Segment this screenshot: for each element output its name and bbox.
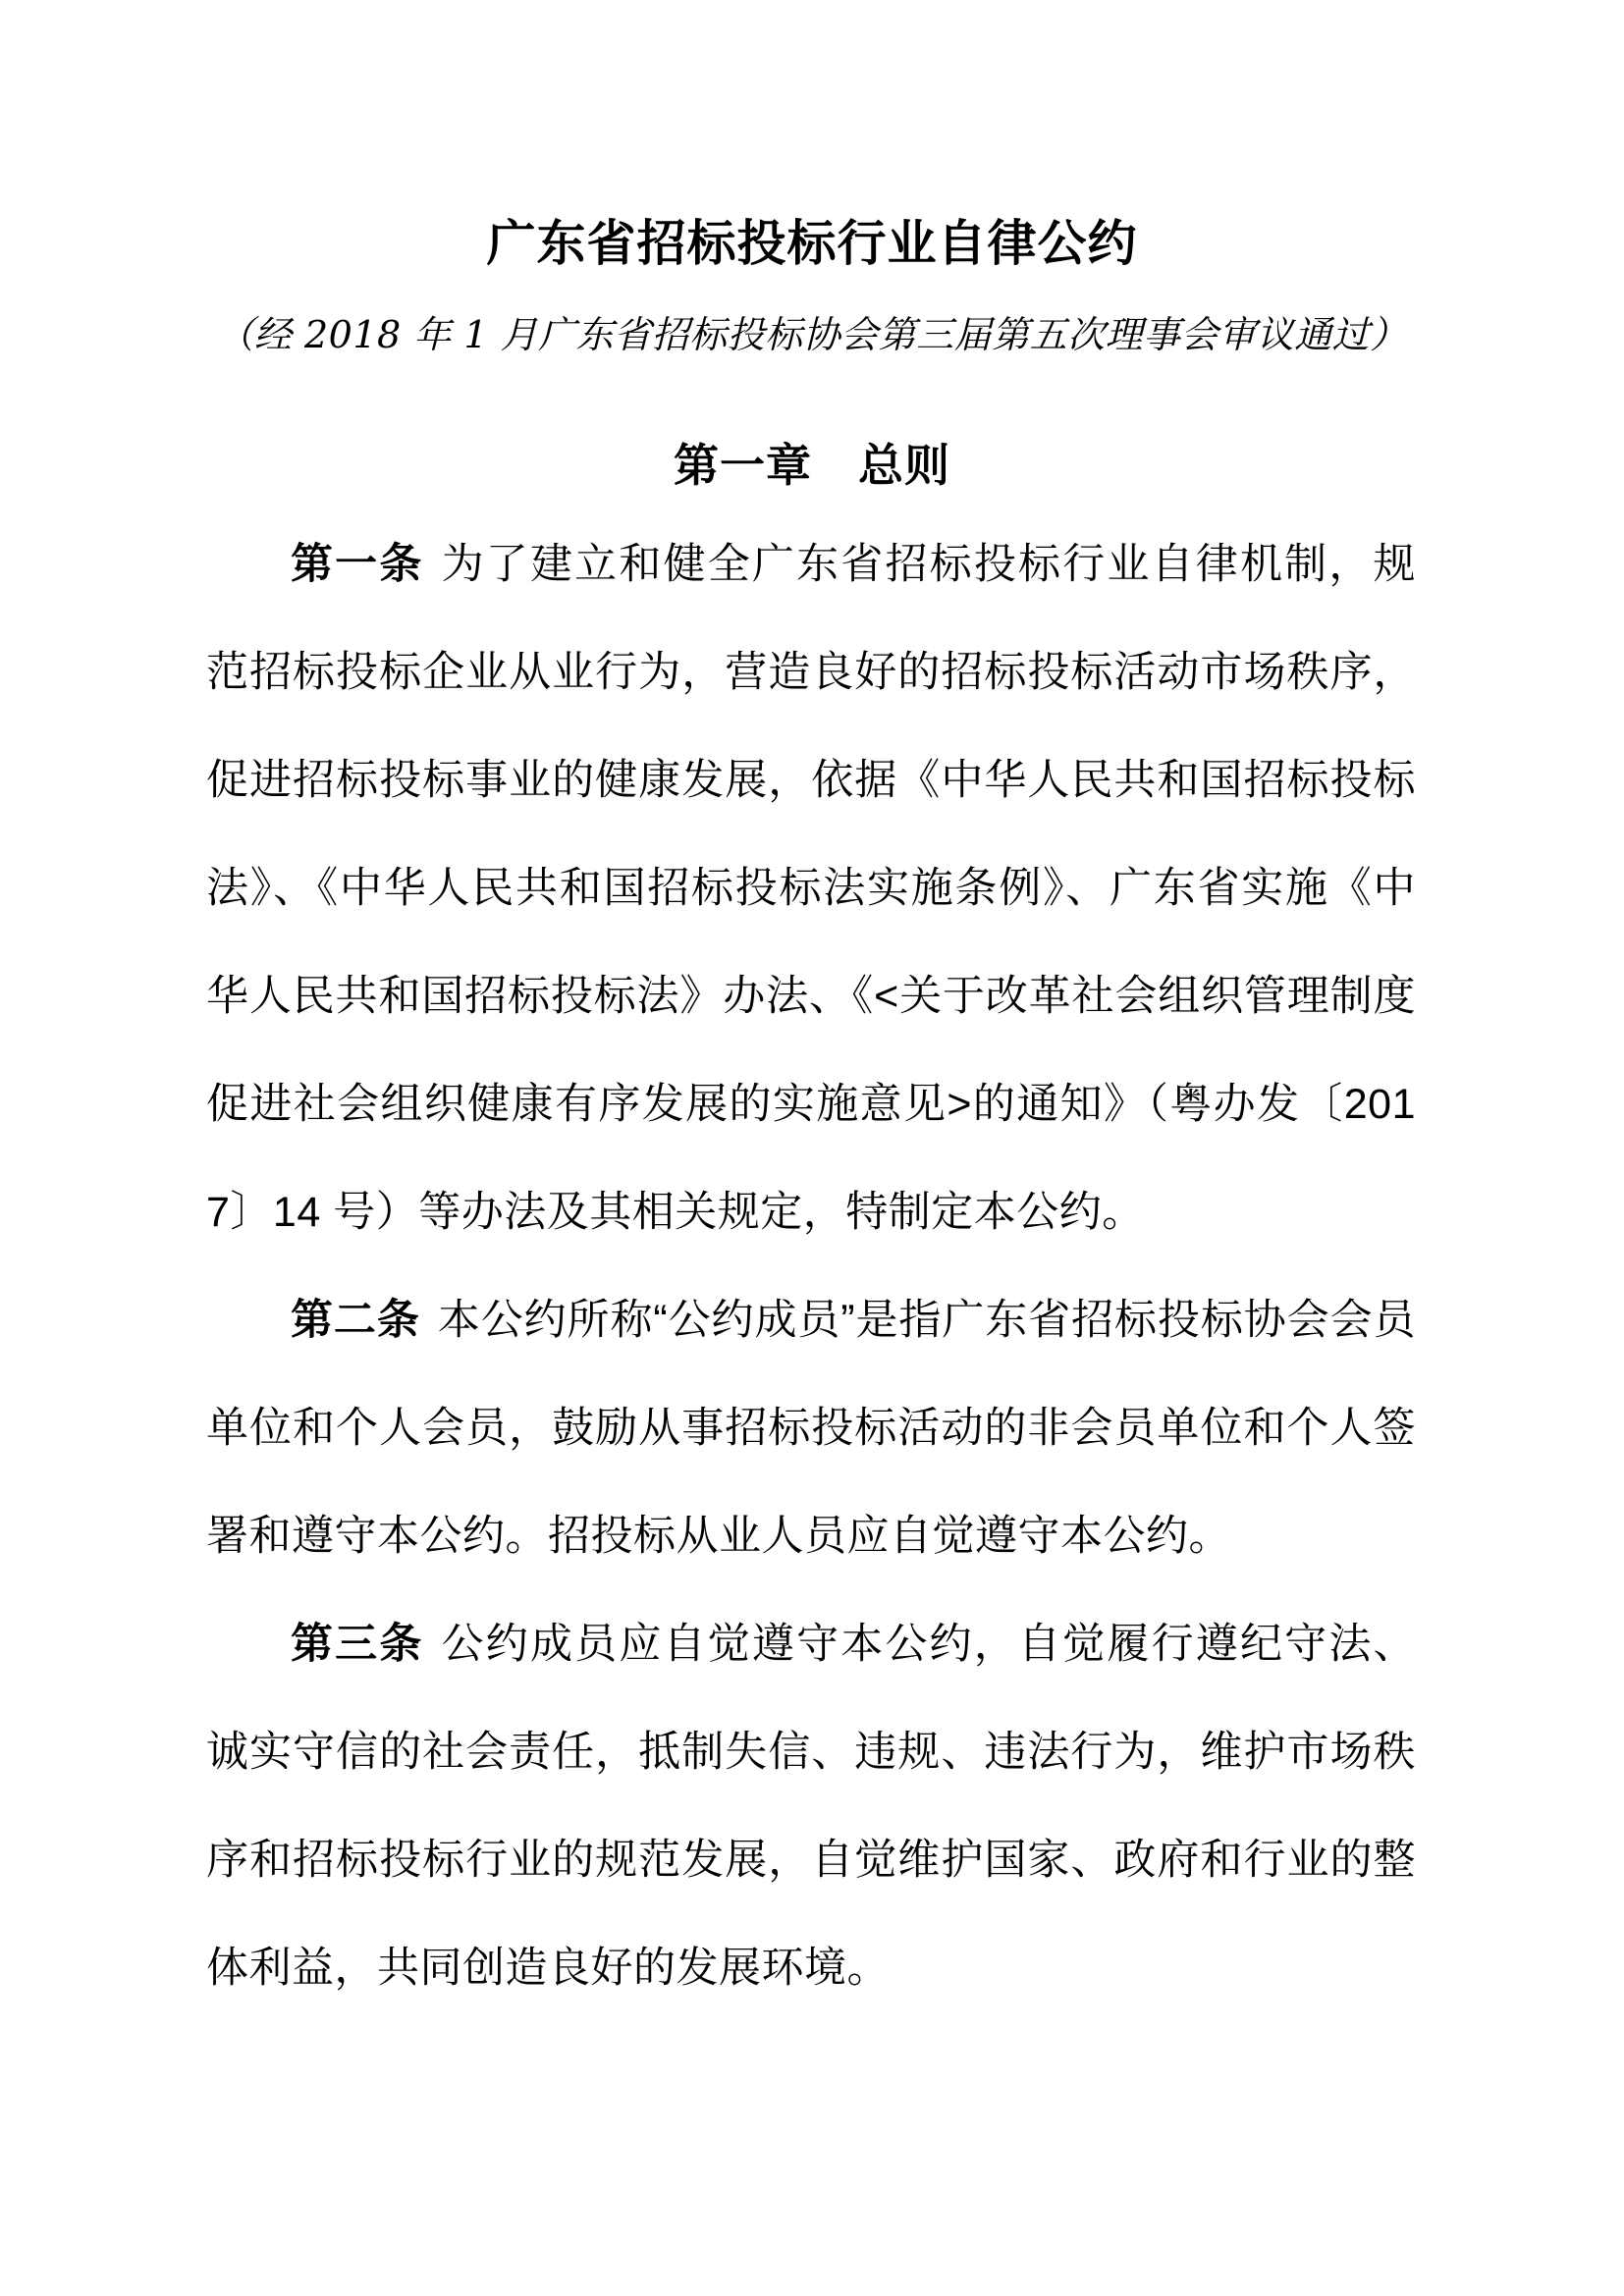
article-2-paragraph [206, 1266, 1416, 1590]
article-1-label: 第一条 [291, 541, 424, 589]
article-1-paragraph [206, 510, 1416, 1266]
chapter-heading: 第一章 总则 [674, 440, 950, 491]
document-subtitle: （经 2018 年 1 月广东省招标投标协会第三届第五次理事会审议通过） [216, 313, 1408, 356]
article-3-text: 公约成员应自觉遵守本公约，自觉履行遵纪守法、诚实守信的社会责任，抵制失信、违规、违法行为，维护市场秩序和招标投标行业的规范发展，自觉维护国家、政府和行业的整体利益，共同创造良好的发展环境。 [206, 1621, 1417, 1993]
article-3-paragraph [206, 1590, 1416, 2022]
document-body [0, 510, 1624, 2022]
article-1-text: 为了建立和健全广东省招标投标行业自律机制，规范招标投标企业从业行为，营造良好的招标投标活动市场秩序，促进招标投标事业的健康发展，依据《中华人民共和国招标投标法》、《中华人民共和国招标投标法实施条例》、广东省实施《中华人民共和国招标投标法》办法、《<关于改革社会组织管理制度促进社会组织健康有序发展的实施意见>的通知》（粤办发〔2017〕14 号）等办法及其相关规定，特制定本公约。 [206, 541, 1417, 1237]
document-title: 广东省招标投标行业自律公约 [486, 216, 1138, 271]
article-2-text: 本公约所称“公约成员”是指广东省招标投标协会会员单位和个人会员，鼓励从事招标投标活动的非会员单位和个人签署和遵守本公约。招投标从业人员应自觉遵守本公约。 [206, 1297, 1417, 1561]
article-2-label: 第二条 [291, 1297, 420, 1345]
article-3-label: 第三条 [291, 1621, 424, 1669]
